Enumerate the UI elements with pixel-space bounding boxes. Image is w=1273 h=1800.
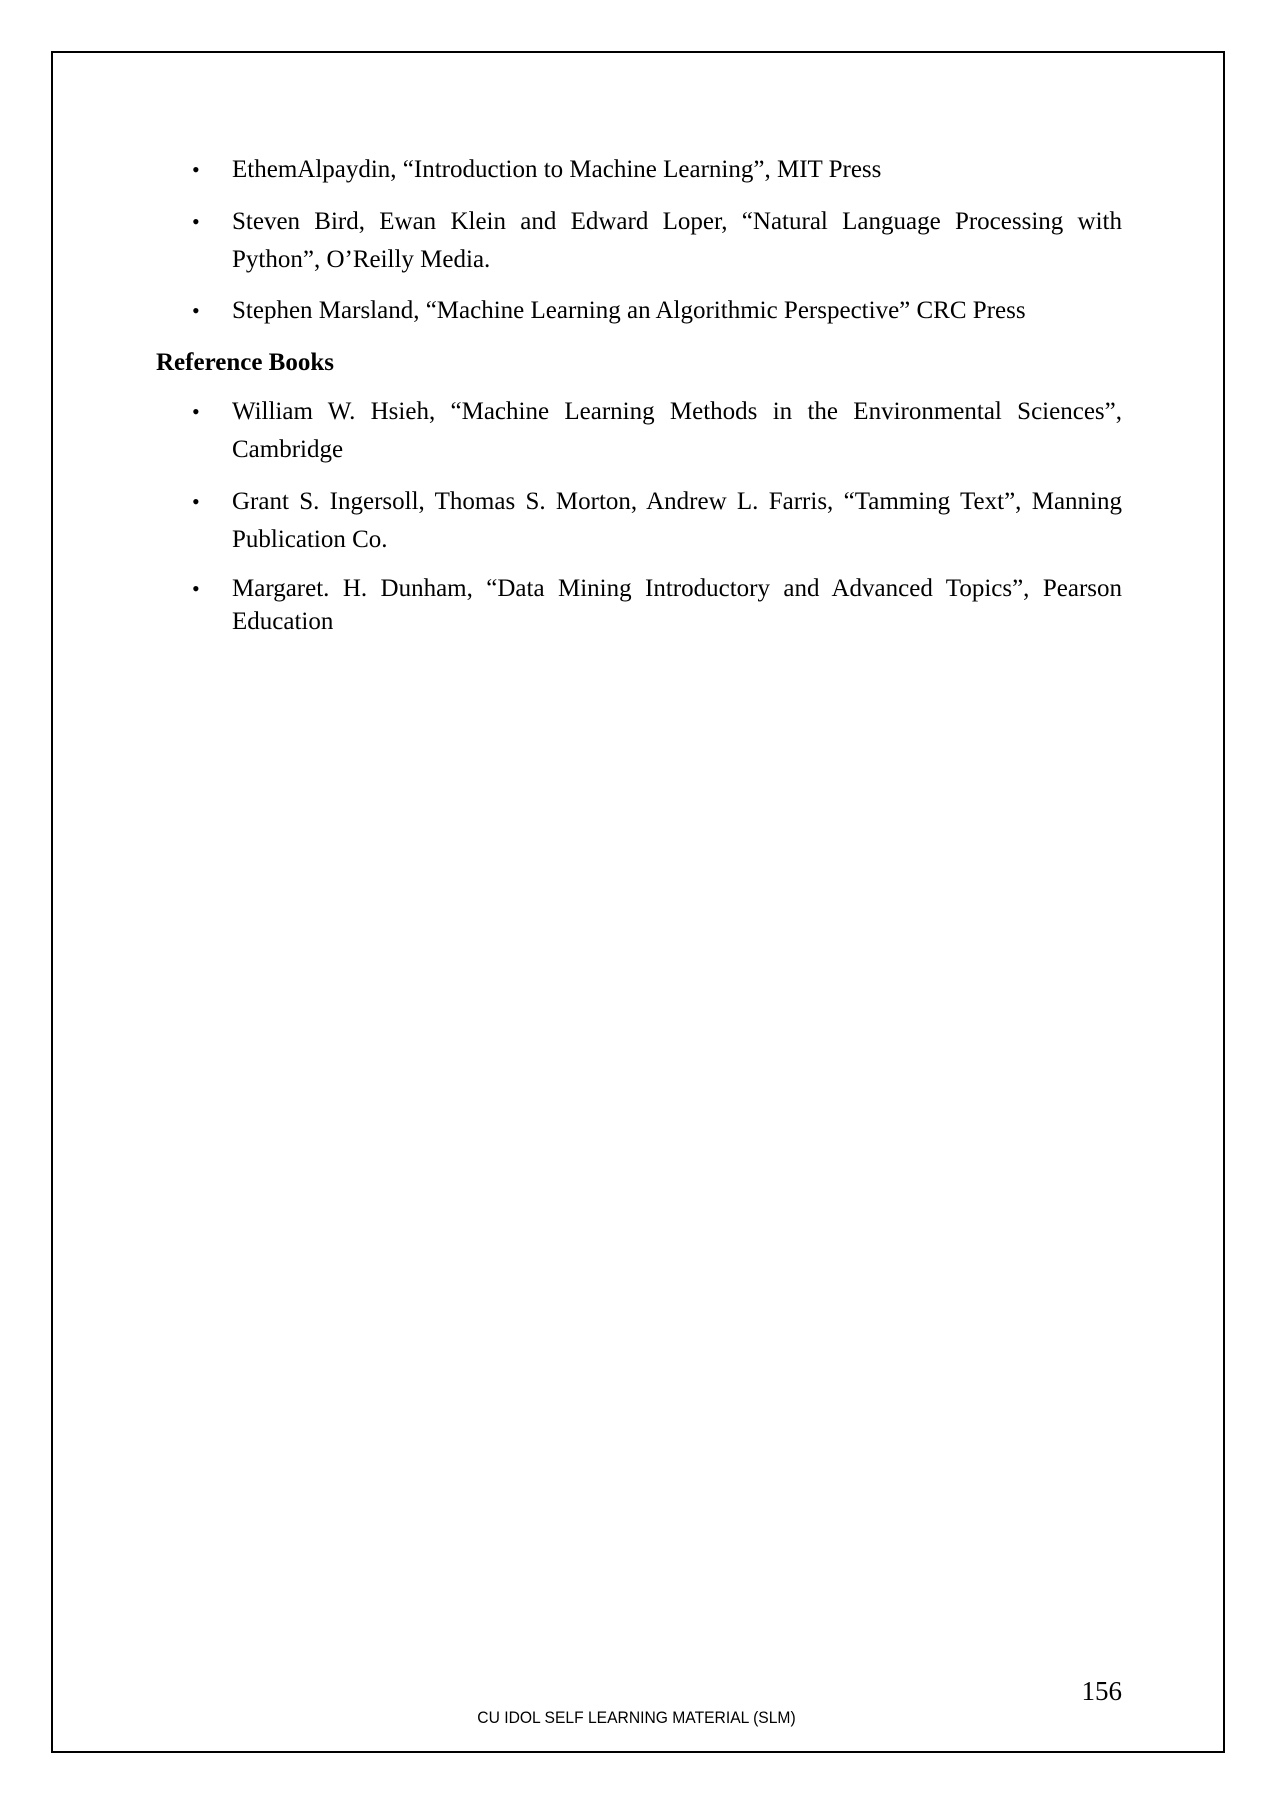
bullet-icon: • xyxy=(192,157,200,182)
bullet-icon: • xyxy=(192,399,200,424)
textbook-text: EthemAlpaydin, “Introduction to Machine Learning”, MIT Press xyxy=(232,156,882,183)
reference-books-heading: Reference Books xyxy=(156,349,334,376)
bullet-icon: • xyxy=(192,489,200,514)
page-number: 156 xyxy=(1081,1676,1122,1706)
reference-item xyxy=(192,572,1122,638)
bullet-icon: • xyxy=(192,576,200,601)
reference-item xyxy=(192,393,1122,469)
textbook-item xyxy=(192,292,1122,330)
reference-text: Margaret. H. Dunham, “Data Mining Introductory and Advanced Topics”, Pearson Education xyxy=(232,575,1122,635)
textbook-item xyxy=(192,203,1122,279)
bullet-icon: • xyxy=(192,298,200,323)
bullet-icon: • xyxy=(192,209,200,234)
reference-item xyxy=(192,483,1122,559)
footer-text: CU IDOL SELF LEARNING MATERIAL (SLM) xyxy=(477,1708,796,1727)
textbook-text: Steven Bird, Ewan Klein and Edward Loper, “Natural Language Processing with Python”, O’Reilly Media. xyxy=(232,208,1122,273)
reference-text: William W. Hsieh, “Machine Learning Methods in the Environmental Sciences”, Cambridge xyxy=(232,398,1122,463)
reference-text: Grant S. Ingersoll, Thomas S. Morton, Andrew L. Farris, “Tamming Text”, Manning Publication Co. xyxy=(232,488,1122,553)
textbook-item xyxy=(192,151,1122,189)
textbook-text: Stephen Marsland, “Machine Learning an Algorithmic Perspective” CRC Press xyxy=(232,297,1026,324)
